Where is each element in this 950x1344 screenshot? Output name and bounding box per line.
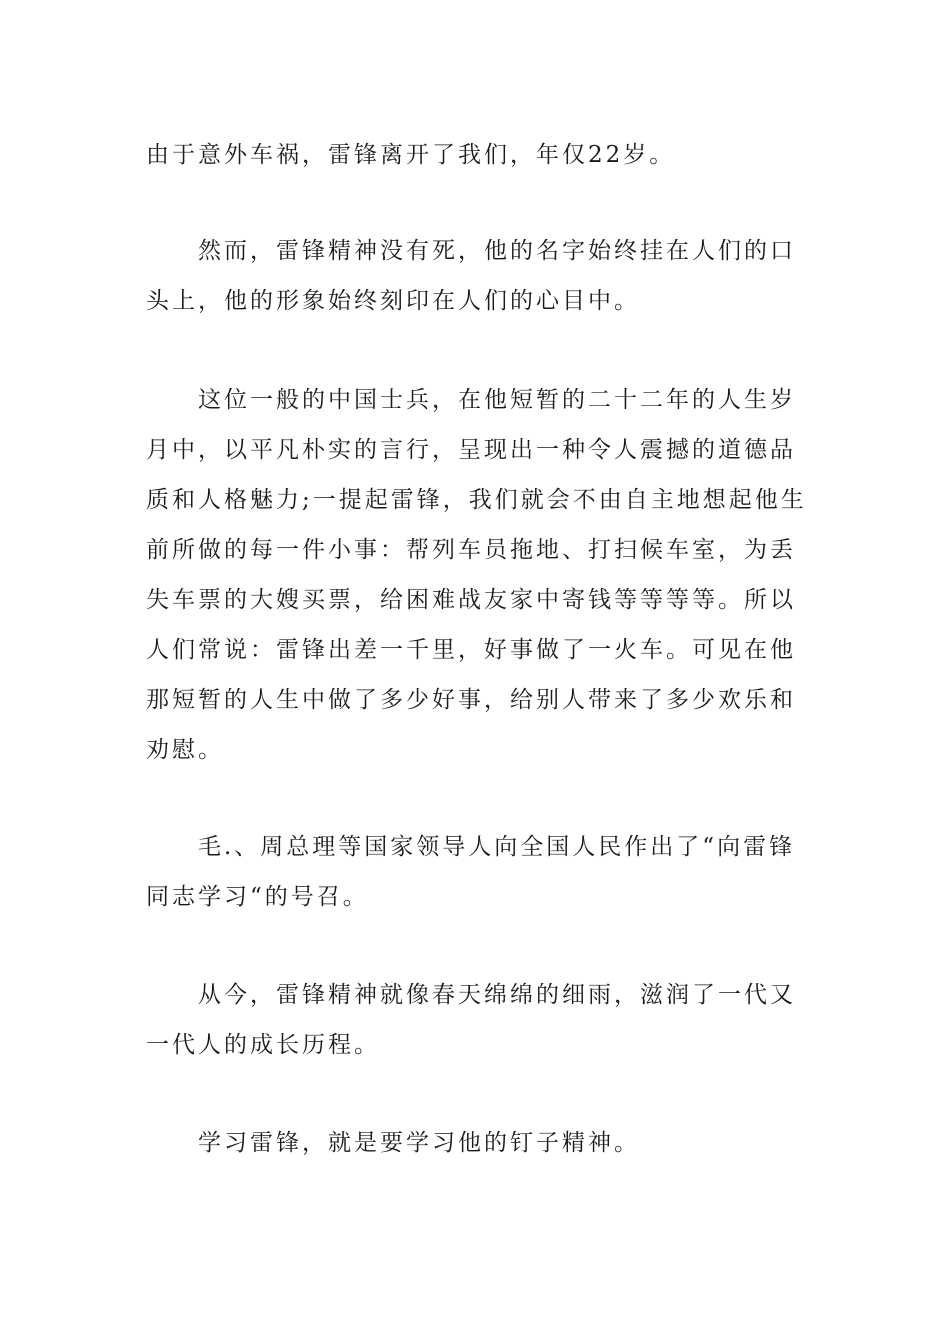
- paragraph-line: 这位一般的中国士兵，在他短暂的二十二年的人生岁: [198, 387, 796, 413]
- paragraph-line: 人们常说：雷锋出差一千里，好事做了一火车。可见在他: [146, 637, 796, 663]
- paragraph-line: 一代人的成长历程。: [146, 1032, 380, 1058]
- paragraph-line: 从今，雷锋精神就像春天绵绵的细雨，滋润了一代又: [198, 982, 796, 1008]
- paragraph-line: 然而，雷锋精神没有死，他的名字始终挂在人们的口: [198, 238, 796, 264]
- paragraph-line: 失车票的大嫂买票，给困难战友家中寄钱等等等等。所以: [146, 587, 796, 613]
- paragraph-line: 毛.、周总理等国家领导人向全国人民作出了“向雷锋: [198, 834, 796, 860]
- paragraph-line: 那短暂的人生中做了多少好事，给别人带来了多少欢乐和: [146, 687, 796, 713]
- paragraph-line: 由于意外车祸，雷锋离开了我们，年仅22岁。: [146, 142, 676, 168]
- paragraph-line: 质和人格魅力;一提起雷锋，我们就会不由自主地想起他生: [146, 487, 807, 513]
- paragraph-line: 头上，他的形象始终刻印在人们的心目中。: [146, 288, 640, 314]
- paragraph-line: 同志学习“的号召。: [146, 884, 369, 910]
- paragraph-line: 劝慰。: [146, 737, 224, 763]
- paragraph-line: 月中，以平凡朴实的言行，呈现出一种令人震撼的道德品: [146, 437, 796, 463]
- paragraph-line: 前所做的每一件小事：帮列车员拖地、打扫候车室，为丢: [146, 537, 796, 563]
- paragraph-line: 学习雷锋，就是要学习他的钉子精神。: [198, 1130, 640, 1156]
